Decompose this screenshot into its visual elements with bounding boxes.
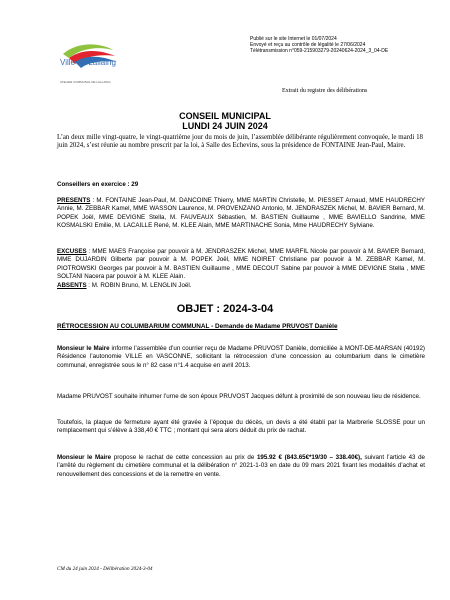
objet-heading: OBJET : 2024-3-04: [176, 303, 274, 315]
paragraph-wish: Madame PRUVOST souhaite inhumer l’urne de son époux PRUVOST Jacques défunt à proximité de son nouveau lieu de résidence.: [57, 393, 421, 400]
proposal-amount: 195.92 € (843.65€*19/30 – 338.40€),: [256, 454, 362, 461]
mayor-label: Monsieur le Maire: [57, 345, 110, 352]
excuses-label: EXCUSES: [57, 248, 87, 255]
proposal-text: propose le rachat de cette concession au prix de: [111, 454, 257, 461]
presents-label: PRESENTS: [57, 197, 91, 204]
transmission-stamp: [250, 36, 440, 54]
logo-name: Ville de Lallaing: [60, 58, 116, 67]
paragraph-plaque: Toutefois, la plaque de fermeture ayant été gravée à l’époque du décès, un devis a été établi par la Marbrerie SLOSSE pour un remplacement qui s’élève à 338,40 € TTC ; montant qui sera alors déduit du prix de rachat.: [57, 419, 425, 435]
paragraph-proposal: [57, 454, 425, 479]
excuses-paragraph: [57, 248, 425, 282]
stamp-teletransmission: Télétransmission n°059-215903279-20240624-2024_3_04-DE: [250, 48, 389, 54]
request-text: informe l’assemblée d’un courrier reçu de Madame PRUVOST Danièle, domiciliée à MONT-DE-MARSAN (40192) Résidence l’autonomie VILLE en VASCONNE, sollicitant la rétrocession d’une concession au columbarium dans le cimetière communal, enregistrée sous le n° 82 case n°1.4 acquise en avril 2013.: [57, 345, 425, 369]
logo-subtitle: ATELIER COMMUNAL DE LALLAING: [60, 80, 111, 84]
presents-paragraph: [57, 197, 425, 231]
conseillers-count: Conseillers en exercice : 29: [57, 181, 139, 188]
excuses-list: : MME MAES Françoise par pouvoir à M. JENDRASZEK Michel, MME MARFIL Nicole par pouvoir à M. BAVIER Bernard, MME DUJARDIN Gilberte par pouvoir à M. POPEK Joël, MME NOIRET Christiane par pouvoir à M. ZEBBAR Kamel, M. PIOTROWSKI Georges par pouvoir à M. BASTIEN Guillaume , MME DECOUT Sabine par pouvoir à MME DEVIGNE Stella , MME SOLTANI Nacera par pouvoir à M. KLEE Alain.: [57, 248, 425, 281]
intro-paragraph: L’an deux mille vingt-quatre, le vingt-quatrième jour du mois de juin, l’assemblée délibérante régulièrement convoquée, le mardi 18 juin 2024, s’est réunie au nombre prescrit par la loi, à Salle des Echevins, sous la présidence de FONTAINE Jean-Paul, Maire.: [57, 134, 423, 150]
meeting-date: LUNDI 24 JUIN 2024: [182, 121, 268, 131]
council-title: CONSEIL MUNICIPAL: [179, 111, 271, 121]
absents-label: ABSENTS: [57, 282, 87, 289]
stamp-published: Publié sur le site Internet le 01/07/2024: [250, 36, 337, 42]
stamp-sent: Envoyé et reçu au contrôle de légalité le 27/06/2024: [250, 42, 366, 48]
mayor-label-2: Monsieur le Maire: [57, 454, 112, 461]
page-footer: CM du 24 juin 2024 - Délibération 2024-3-04: [57, 566, 153, 572]
absents-paragraph: [57, 282, 425, 290]
extract-label: Extrait du registre des délibérations: [282, 88, 368, 94]
subject-heading: RÉTROCESSION AU COLUMBARIUM COMMUNAL - Demande de Madame PRUVOST Danièle: [57, 323, 338, 330]
absents-list: : M. ROBIN Bruno, M. LENGLIN Joël.: [86, 282, 192, 289]
proposal-rest: suivant l’article 43 de l’arrêté du règlement du cimetière communal et la délibération n° 2021-1-03 en date du 09 mars 2021 fixant les modalités d’achat et renouvellement des concessions et de la remettre en vente.: [57, 454, 425, 478]
presents-list: : M. FONTAINE Jean-Paul, M. DANCOINE Thierry, MME MARTIN Christelle, M. PIESSET Arnaud, MME HAUDRECHY Annie, M. ZEBBAR Kamel, MME WASSON Laurence, M. PROVENZANO Antonio, M. JENDRASZEK Michel, M. BAVIER Bernard, M. POPEK Joël, MME DEVIGNE Stella, M. FAUVEAUX Sébastien, M. BASTIEN Guillaume , MME BAVIELLO Sandrine, MME KOSMALSKI Emilie, M. LACAILLE René, M. KLEE Alain, MME MARTINACHE Sonia, Mme HAUDRECHY Sylviane.: [57, 197, 425, 230]
paragraph-request: [57, 345, 425, 370]
